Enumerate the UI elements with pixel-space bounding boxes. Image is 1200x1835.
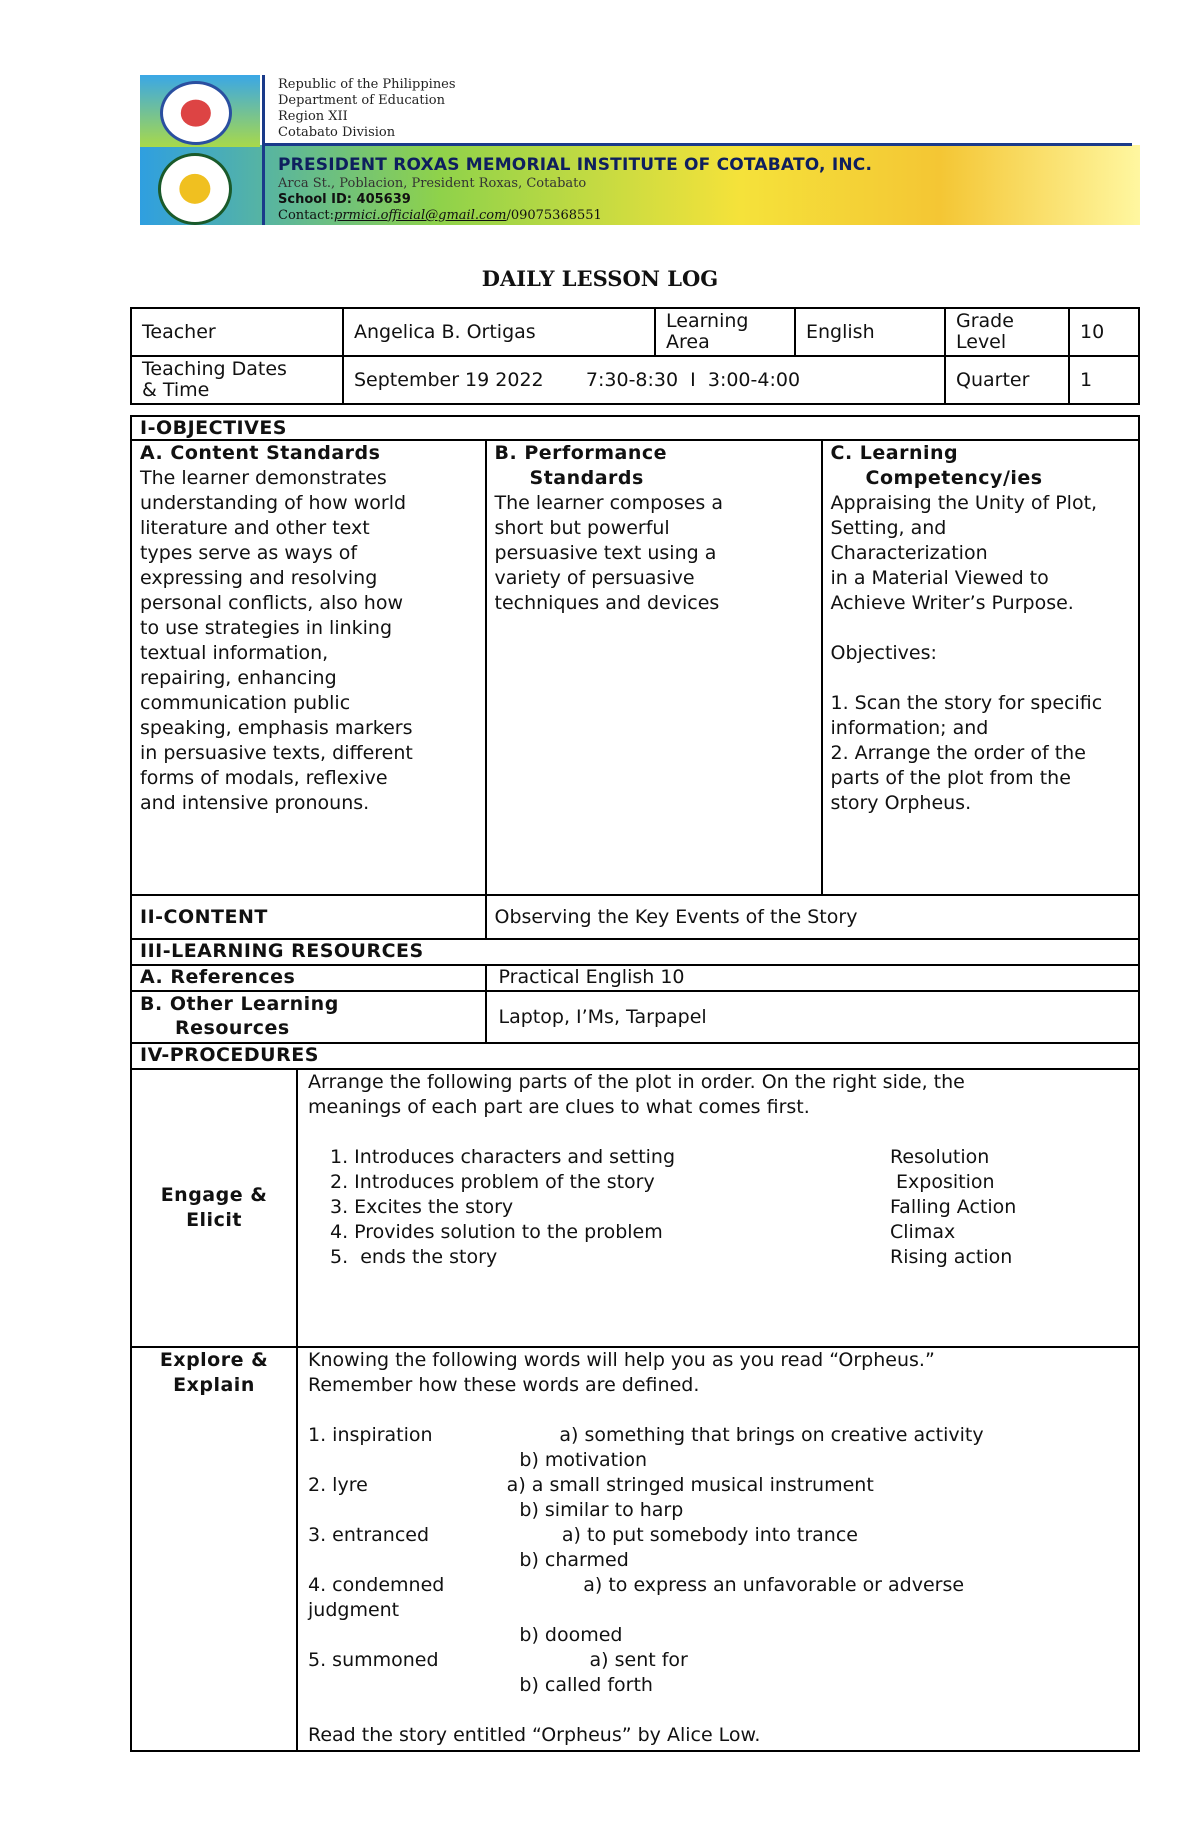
content-standards-cell (131, 440, 486, 895)
learning-competency-title: C. Learning (830, 442, 959, 464)
plot-part-name: Climax (890, 1221, 956, 1243)
teaching-dates-value: September 19 2022 7:30-8:30 I 3:00-4:00 (343, 356, 945, 404)
explore-explain-label: Explore & Explain (131, 1347, 297, 1751)
performance-standards-line: variety of persuasive (494, 567, 695, 589)
plot-part-clue: 5. ends the story (330, 1246, 498, 1268)
content-standards-line: The learner demonstrates (140, 467, 387, 489)
content-label: II-CONTENT (131, 895, 486, 939)
content-standards-line: and intensive pronouns. (140, 792, 370, 814)
deped-seal-logo (160, 81, 232, 145)
info-table (130, 307, 1140, 405)
content-standards-line: expressing and resolving (140, 567, 378, 589)
learning-competency-line: information; and (830, 717, 989, 739)
region-text: Region XII (278, 109, 348, 124)
vocabulary-line: 1. inspiration a) something that brings on creative activity (308, 1424, 984, 1446)
learning-competency-line: Appraising the Unity of Plot, (830, 492, 1098, 514)
learning-competency-line: parts of the plot from the (830, 767, 1071, 789)
learning-competency-line: 2. Arrange the order of the (830, 742, 1086, 764)
learning-competency-cell: C. Learning Competency/ies Appraising the Unity of Plot, Setting, and Characterization in a Material Viewed to Achieve Writer’s Purpose. Objectives: 1. Scan the story for specific information; and 2. Arrange the order of the parts of the plot from the story Orpheus. (822, 440, 1139, 895)
plot-part-clue: 2. Introduces problem of the story (330, 1171, 655, 1193)
content-standards-line: forms of modals, reflexive (140, 767, 388, 789)
explore-explain-cell (297, 1347, 1139, 1751)
content-standards-line: to use strategies in linking (140, 617, 393, 639)
content-standards-line: personal conflicts, also how (140, 592, 404, 614)
learning-competency-line: story Orpheus. (830, 792, 972, 814)
content-standards-line: communication public (140, 692, 351, 714)
objectives-heading: I-OBJECTIVES (131, 416, 1139, 440)
content-standards-line: repairing, enhancing (140, 667, 337, 689)
explore-outro: Read the story entitled “Orpheus” by Alice Low. (308, 1724, 761, 1746)
vocabulary-line: b) doomed (308, 1624, 623, 1646)
content-standards-title: A. Content Standards (140, 442, 381, 464)
vocabulary-line: b) charmed (308, 1549, 629, 1571)
teacher-value: Angelica B. Ortigas (343, 308, 655, 356)
engage-intro: Arrange the following parts of the plot in order. On the right side, the meanings of each part are clues to what comes first. (308, 1071, 965, 1118)
department-text: Department of Education (278, 93, 445, 108)
performance-standards-cell: B. Performance Standards The learner composes a short but powerful persuasive text using a variety of persuasive techniques and devices (486, 440, 822, 895)
plot-parts-list (308, 1145, 1130, 1270)
vocabulary-line: 4. condemned a) to express an unfavorable or adverse (308, 1574, 965, 1596)
learning-competency-line (831, 666, 1130, 691)
content-standards-line: understanding of how world (140, 492, 407, 514)
content-standards-text (140, 466, 477, 816)
plot-part-clue: 3. Excites the story (330, 1196, 514, 1218)
document-title: DAILY LESSON LOG (481, 266, 719, 291)
vocabulary-line: b) motivation (308, 1449, 648, 1471)
lesson-table (130, 415, 1140, 1752)
quarter-value: 1 (1069, 356, 1139, 404)
content-standards-line: types serve as ways of (140, 542, 358, 564)
list-item (308, 1220, 1130, 1245)
procedures-heading: IV-PROCEDURES (131, 1043, 1139, 1069)
grade-level-value: 10 (1069, 308, 1139, 356)
learning-area-value: English (795, 308, 945, 356)
vocabulary-line: 3. entranced a) to put somebody into trance (308, 1524, 858, 1546)
content-standards-line: literature and other text (140, 517, 370, 539)
vocabulary-line: 2. lyre a) a small stringed musical instrument (308, 1474, 874, 1496)
grade-level-label: Grade Level (945, 308, 1069, 356)
vocabulary-list (308, 1423, 1130, 1698)
explore-intro: Knowing the following words will help you as you read “Orpheus.” Remember how these words are defined. (308, 1349, 935, 1396)
republic-text: Republic of the Philippines (278, 77, 456, 92)
school-address: Arca St., Poblacion, President Roxas, Cotabato (278, 176, 587, 191)
list-item (308, 1245, 1130, 1270)
performance-standards-text (495, 491, 813, 616)
performance-standards-line: The learner composes a (494, 492, 723, 514)
contact-email[interactable]: prmici.official@gmail.com (334, 208, 507, 223)
list-item (308, 1170, 1130, 1195)
content-standards-line: speaking, emphasis markers (140, 717, 413, 739)
engage-elicit-cell (297, 1069, 1139, 1347)
letterhead (140, 75, 1140, 225)
learning-resources-heading: III-LEARNING RESOURCES (131, 939, 1139, 965)
vocabulary-line: judgment (308, 1599, 400, 1621)
school-seal-logo (158, 153, 232, 225)
learning-competency-line: Objectives: (830, 642, 937, 664)
performance-standards-line: persuasive text using a (494, 542, 717, 564)
performance-standards-title: B. Performance (494, 442, 667, 464)
quarter-label: Quarter (945, 356, 1069, 404)
plot-part-name: Resolution (890, 1146, 990, 1168)
content-standards-line: textual information, (140, 642, 329, 664)
other-resources-label: B. Other Learning Resources (131, 991, 486, 1043)
plot-part-name: Falling Action (890, 1196, 1017, 1218)
list-item (308, 1145, 1130, 1170)
learning-competency-text (831, 491, 1130, 816)
plot-part-clue: 4. Provides solution to the problem (330, 1221, 663, 1243)
learning-competency-line: Achieve Writer’s Purpose. (830, 592, 1074, 614)
division-text: Cotabato Division (278, 125, 396, 140)
performance-standards-line: techniques and devices (494, 592, 720, 614)
vocabulary-line: b) called forth (308, 1674, 653, 1696)
learning-competency-line: Setting, and (830, 517, 947, 539)
content-value: Observing the Key Events of the Story (486, 895, 1139, 939)
content-standards-line: in persuasive texts, different (140, 742, 413, 764)
plot-part-name: Exposition (890, 1171, 995, 1193)
other-resources-value: Laptop, I’Ms, Tarpapel (486, 991, 1139, 1043)
teaching-dates-label: Teaching Dates & Time (131, 356, 343, 404)
references-value: Practical English 10 (486, 965, 1139, 991)
learning-area-label: Learning Area (655, 308, 795, 356)
school-id: School ID: 405639 (278, 192, 411, 207)
list-item (308, 1195, 1130, 1220)
plot-part-clue: 1. Introduces characters and setting (330, 1146, 676, 1168)
engage-elicit-label: Engage & Elicit (131, 1069, 297, 1347)
learning-competency-line (831, 616, 1130, 641)
vocabulary-line: 5. summoned a) sent for (308, 1649, 688, 1671)
teacher-label: Teacher (131, 308, 343, 356)
plot-part-name: Rising action (890, 1246, 1013, 1268)
school-contact: Contact:prmici.official@gmail.com/09075368551 (278, 208, 602, 223)
references-label: A. References (131, 965, 486, 991)
school-name: PRESIDENT ROXAS MEMORIAL INSTITUTE OF COTABATO, INC. (278, 155, 873, 175)
vocabulary-line: b) similar to harp (308, 1499, 684, 1521)
learning-competency-line: in a Material Viewed to (830, 567, 1049, 589)
learning-competency-line: 1. Scan the story for specific (830, 692, 1103, 714)
learning-competency-line: Characterization (830, 542, 988, 564)
performance-standards-line: short but powerful (494, 517, 670, 539)
